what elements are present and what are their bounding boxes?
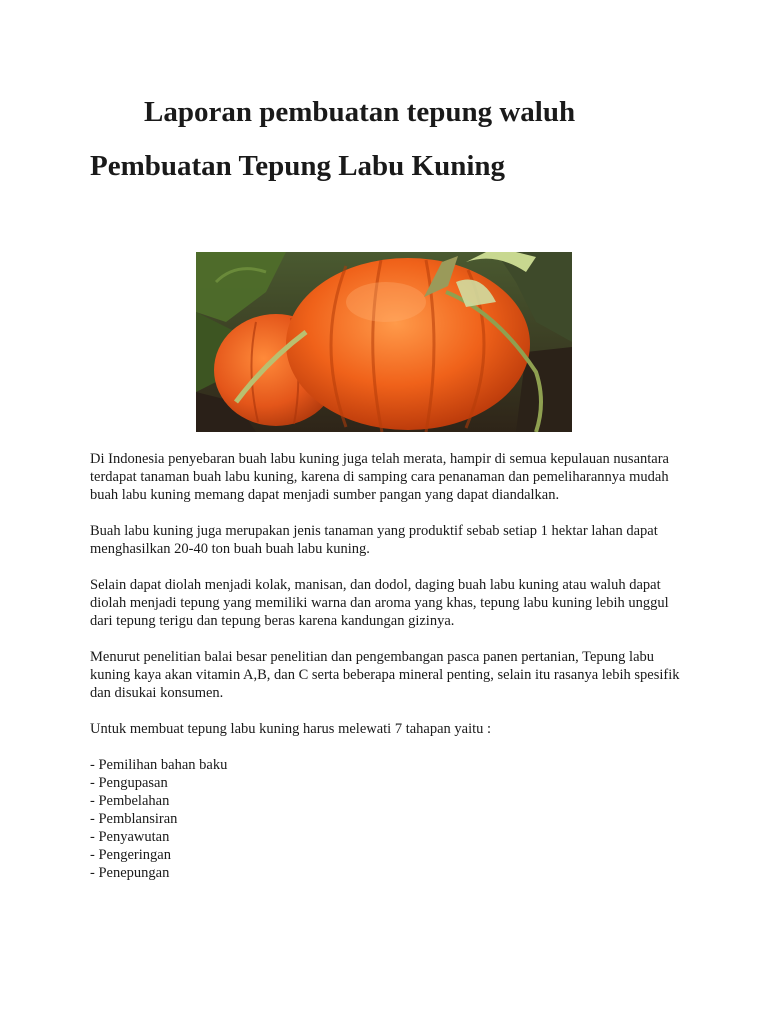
paragraph-uses: Selain dapat diolah menjadi kolak, manisan, dan dodol, daging buah labu kuning atau waluh dapat diolah menjadi tepung yang memiliki warna dan aroma yang khas, tepung labu kuning lebih unggul dari tepung terigu dan tepung beras karena kandungan gizinya. [90, 577, 669, 629]
pumpkin-photo [196, 252, 572, 432]
steps-list [90, 756, 690, 882]
list-item: - Penyawutan [90, 828, 690, 846]
list-item: - Penepungan [90, 864, 690, 882]
list-item: - Pemilihan bahan baku [90, 756, 690, 774]
list-item: - Pemblansiran [90, 810, 690, 828]
list-item: - Pembelahan [90, 792, 690, 810]
large-pumpkin [286, 258, 530, 430]
article-body [90, 450, 690, 882]
list-item: - Pengeringan [90, 846, 690, 864]
pumpkin-illustration [196, 252, 572, 432]
list-item: - Pengupasan [90, 774, 690, 792]
paragraph-productivity: Buah labu kuning juga merupakan jenis tanaman yang produktif sebab setiap 1 hektar lahan dapat menghasilkan 20-40 ton buah buah labu kuning. [90, 523, 658, 557]
paragraph-intro: Di Indonesia penyebaran buah labu kuning juga telah merata, hampir di semua kepulauan nusantara terdapat tanaman buah labu kuning, karena di samping cara penanaman dan pemeliharannya mudah buah labu kuning memang dapat menjadi sumber pangan yang dapat diandalkan. [90, 451, 669, 503]
paragraph-research: Menurut penelitian balai besar penelitian dan pengembangan pasca panen pertanian, Tepung labu kuning kaya akan vitamin A,B, dan C serta beberapa mineral penting, selain itu rasanya lebih spesifik dan disukai konsumen. [90, 649, 680, 701]
page-subtitle: Pembuatan Tepung Labu Kuning [90, 150, 506, 182]
paragraph-steps-intro: Untuk membuat tepung labu kuning harus melewati 7 tahapan yaitu : [90, 721, 492, 737]
page-title: Laporan pembuatan tepung waluh [144, 96, 576, 128]
